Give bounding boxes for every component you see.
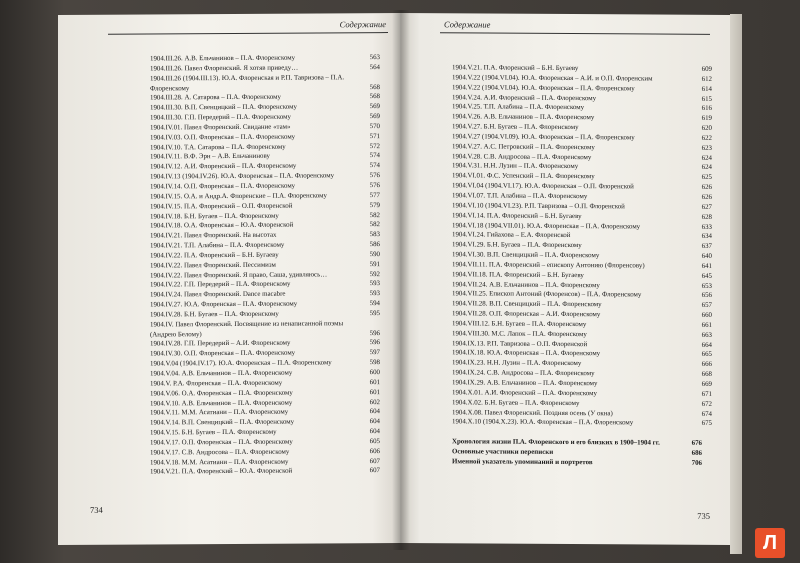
toc-entry-page: 569 xyxy=(369,103,380,111)
toc-entry-page: 657 xyxy=(701,302,712,310)
toc-entry-title: 1904.VI.10 (1904.VI.23). Р.П. Тавризова – О.П. Флоренской xyxy=(452,202,625,211)
toc-entry-page: 666 xyxy=(701,361,712,369)
toc-entry-title: 1904.VIII.12. Б.Н. Бугаев – П.А. Флоренскому xyxy=(452,320,587,329)
toc-entry-title: 1904.IV.22. П.А. Флоренский – Б.Н. Бугаеву xyxy=(150,251,279,260)
toc-entry-title: 1904.X.10 (1904.X.23). Ю.А. Флоренская – П.А. Флоренскому xyxy=(452,418,634,427)
toc-entry-page: 569 xyxy=(369,113,380,121)
toc-entry-title: 1904.IX.13. Р.П. Тавризова – О.П. Флоренской xyxy=(452,339,588,348)
left-toc xyxy=(150,53,380,478)
toc-entry-title: 1904.IV.11. В.Ф. Эрн – А.В. Ельчанинову xyxy=(150,153,270,161)
toc-entry-title: 1904.IV.28. Б.Н. Бугаев – П.А. Флоренскому xyxy=(150,310,279,319)
toc-entry-page: 634 xyxy=(701,233,712,241)
page-edge xyxy=(730,14,742,554)
toc-entry-page: 568 xyxy=(369,93,380,101)
toc-entry-title: 1904.V.22 (1904.VI.04). Ю.А. Флоренская – П.А. Флоренскому xyxy=(452,83,635,93)
toc-entry-page: 602 xyxy=(369,398,380,406)
toc-entry-page: 665 xyxy=(701,351,712,359)
toc-entry-page: 563 xyxy=(369,54,380,62)
toc-entry-title: 1904.IV.30. О.П. Флоренская – П.А. Флоренскому xyxy=(150,349,296,358)
toc-entry-page: 668 xyxy=(701,370,712,379)
toc-entry-title: 1904.V.10. А.В. Ельчанинов – П.А. Флоренскому xyxy=(150,399,293,408)
toc-entry-title: 1904.IV.24. Павел Флоренский. Dance macabre xyxy=(150,290,286,299)
toc-entry-page: 572 xyxy=(369,142,380,150)
toc-entry-title: 1904.VI.04 (1904.VI.17). Ю.А. Флоренская – О.П. Флоренской xyxy=(452,182,634,191)
toc-entry-title: 1904.VI.24. Гийахова – Е.А. Флоренской xyxy=(452,231,571,240)
right-running-head: Содержание xyxy=(444,19,491,30)
left-folio: 734 xyxy=(90,504,103,515)
toc-entry-page: 664 xyxy=(701,341,712,349)
toc-entry-page: 627 xyxy=(701,203,712,211)
toc-entry-page: 597 xyxy=(369,349,380,357)
toc-entry-page: 653 xyxy=(701,282,712,290)
toc-entry-page: 601 xyxy=(369,388,380,396)
toc-entry-page: 626 xyxy=(701,193,712,201)
toc-entry-title: 1904.V.27. Б.Н. Бугаев – П.А. Флоренскому xyxy=(452,123,579,132)
toc-entry-page: 606 xyxy=(369,447,380,455)
toc-entry-page: 571 xyxy=(369,132,380,140)
toc-entry-title: 1904.IV.15. П.А. Флоренский – О.П. Флоренской xyxy=(150,202,293,211)
toc-entry-title: 1904.V.14. В.П. Свенцицкий – П.А. Флоренскому xyxy=(150,418,295,427)
right-folio: 735 xyxy=(697,510,710,521)
toc-entry-title: 1904.X.01. А.И. Флоренский – П.А. Флоренскому xyxy=(452,389,597,398)
toc-entry-page: 593 xyxy=(369,290,380,298)
toc-entry-page: 633 xyxy=(701,223,712,231)
toc-entry-title: 1904.V.06. О.А. Флоренская – П.А. Флоренскому xyxy=(150,389,293,398)
toc-entry-title: 1904.VII.18. П.А. Флоренский – Б.Н. Бугаеву xyxy=(452,271,584,279)
toc-entry-page: 576 xyxy=(369,172,380,180)
toc-entry-title: 1904.V.17. О.П. Флоренская – П.А. Флоренскому xyxy=(150,438,293,447)
toc-entry-title: 1904.V.22 (1904.VI.04). Ю.А. Флоренская – А.И. и О.П. Флоренским xyxy=(452,74,653,83)
toc-entry-title: 1904.VII.28. О.П. Флоренская – А.И. Флоренскому xyxy=(452,310,601,319)
toc-entry-page: 607 xyxy=(369,467,380,475)
left-head-rule xyxy=(108,32,388,35)
toc-entry-page: 598 xyxy=(369,359,380,367)
toc-entry-title: 1904.V.15. Б.Н. Бугаев – П.А. Флоренскому xyxy=(150,428,277,437)
toc-entry-title: 1904.V.17. С.В. Андросова – П.А. Флоренскому xyxy=(150,448,290,457)
toc-entry-page: 607 xyxy=(369,457,380,465)
toc-entry-page: 576 xyxy=(369,182,380,190)
toc-entry-title: 1904.X.08. Павел Флоренский. Поздняя осень (У окна) xyxy=(452,408,613,417)
left-page xyxy=(58,13,400,545)
toc-entry-title: 1904.V.24. А.И. Флоренский – П.А. Флоренскому xyxy=(452,93,597,102)
toc-entry-page: 564 xyxy=(369,63,380,71)
toc-entry-page: 586 xyxy=(369,241,380,249)
toc-entry-title: 1904.IV.18. О.А. Флоренская – Ю.А. Флоренской xyxy=(150,221,294,230)
right-toc xyxy=(452,63,712,468)
toc-entry-title: 1904.III.26. А.В. Ельчанинов – П.А. Флоренскому xyxy=(150,54,296,63)
toc-entry-page: 628 xyxy=(701,213,712,221)
toc-entry-page: 604 xyxy=(369,428,380,436)
toc-entry-page: 622 xyxy=(701,134,712,142)
toc-entry-title: 1904.V.25. Т.П. Алабина – П.А. Флоренскому xyxy=(452,103,585,112)
right-page xyxy=(400,13,730,545)
toc-entry-page: 596 xyxy=(369,329,380,337)
toc-entry xyxy=(150,73,380,94)
toc-entry-title: 1904.IV.28. Г.П. Передерий – А.И. Флоренскому xyxy=(150,340,291,348)
toc-entry-title: 1904.IV.22. Павел Флоренский. Я право, Саша, удивляюсь… xyxy=(150,270,328,280)
toc-entry-title: 1904.IV.21. Павел Флоренский. На высотах xyxy=(150,231,277,240)
toc-entry-page: 672 xyxy=(701,400,712,408)
toc-entry-page: 574 xyxy=(369,152,380,160)
toc-entry-page: 620 xyxy=(701,124,712,132)
toc-entry-page: 570 xyxy=(369,122,380,131)
right-head-rule xyxy=(440,32,710,35)
toc-entry-page: 591 xyxy=(369,260,380,268)
toc-entry-page: 619 xyxy=(701,115,712,123)
toc-entry-title: 1904.VI.18 (1904.VII.01). Ю.А. Флоренская – П.А. Флоренскому xyxy=(452,221,641,230)
toc-entry-page: 661 xyxy=(701,321,712,329)
toc-entry-title: 1904.VII.11. П.А. Флоренский – епископу Антонию (Флоренсову) xyxy=(452,261,645,270)
toc-entry-page: 579 xyxy=(369,201,380,209)
labirint-logo-icon: Л xyxy=(755,528,785,558)
toc-entry-page: 582 xyxy=(369,211,380,219)
toc-entry-title: 1904.IV.10. Т.А. Сатарова – П.А. Флоренскому xyxy=(150,143,286,152)
toc-entry xyxy=(452,418,712,429)
toc-entry-title: 1904.IX.24. С.В. Андросова – П.А. Флоренскому xyxy=(452,369,595,378)
toc-entry-page: 577 xyxy=(369,191,380,199)
toc-entry-title: 1904.IX.18. Ю.А. Флоренская – П.А. Флоренскому xyxy=(452,349,601,358)
toc-entry-title: Основные участники переписки xyxy=(452,448,554,456)
toc-entry-title: 1904.IV.13 (1904.IV.26). Ю.А. Флоренская – П.А. Флоренскому xyxy=(150,172,335,181)
toc-entry-page: 616 xyxy=(701,105,712,113)
toc-entry-page: 671 xyxy=(701,390,712,398)
toc-entry-page: 641 xyxy=(701,262,712,270)
toc-entry-page: 612 xyxy=(701,75,712,83)
toc-entry-page: 583 xyxy=(369,231,380,239)
toc-entry-page: 624 xyxy=(701,164,712,172)
toc-entry-page: 656 xyxy=(701,292,712,300)
toc-entry-page: 660 xyxy=(701,311,712,319)
toc-entry-page: 706 xyxy=(691,459,702,467)
toc-entry-title: 1904.III.26 (1904.III.13). Ю.А. Флоренская и Р.П. Тавризова – П.А. Флоренскому xyxy=(150,73,345,93)
toc-entry-page: 645 xyxy=(701,272,712,280)
toc-entry-title: 1904.VI.29. Б.Н. Бугаев – П.А. Флоренскому xyxy=(452,241,582,250)
toc-entry-page: 640 xyxy=(701,252,712,260)
toc-entry-title: 1904.IV.27. Ю.А. Флоренская – П.А. Флоренскому xyxy=(150,300,298,309)
toc-entry-title: 1904.IV.12. А.И. Флоренский – П.А. Флоренскому xyxy=(150,162,297,171)
toc-entry-page: 624 xyxy=(701,154,712,162)
toc-entry-title: 1904.VI.14. П.А. Флоренский – Б.Н. Бугаеву xyxy=(452,211,582,220)
toc-entry-title: Хронология жизни П.А. Флоренского и его близких в 1900–1904 гг. xyxy=(452,438,660,447)
toc-entry-title: 1904.V.28. С.В. Андросова – П.А. Флоренскому xyxy=(452,152,592,161)
toc-entry-page: 674 xyxy=(701,410,712,418)
toc-entry-page: 595 xyxy=(369,310,380,318)
toc-entry-page: 676 xyxy=(691,439,702,448)
toc-entry-title: 1904.V.04 (1904.IV.17). Ю.А. Флоренская – П.А. Флоренскому xyxy=(150,359,332,368)
toc-entry-title: 1904.V.31. Н.Н. Лузин – П.А. Флоренскому xyxy=(452,162,579,171)
toc-entry-page: 596 xyxy=(369,339,380,347)
toc-entry-page: 605 xyxy=(369,437,380,446)
toc-entry-page: 568 xyxy=(369,83,380,91)
toc-entry-page: 626 xyxy=(701,183,712,192)
toc-entry-page: 594 xyxy=(369,300,380,308)
toc-entry-page: 582 xyxy=(369,221,380,229)
toc-entry-page: 601 xyxy=(369,378,380,386)
toc-entry-title: 1904.VI.01. Ф.С. Успенский – П.А. Флоренскому xyxy=(452,172,595,181)
toc-entry-title: 1904.IV.18. Б.Н. Бугаев – П.А. Флоренскому xyxy=(150,212,279,220)
toc-entry-title: 1904.IV.15. О.А. и Андр.А. Флоренские – П.А. Флоренскому xyxy=(150,192,327,201)
toc-entry xyxy=(150,467,380,478)
toc-entry-page: 593 xyxy=(369,280,380,288)
toc-entry-title: 1904.IX.29. А.В. Ельчанинов – П.А. Флоренскому xyxy=(452,379,598,388)
toc-entry-title: 1904.IV.22. Павел Флоренский. Пессимизм xyxy=(150,261,276,270)
toc-entry-page: 623 xyxy=(701,144,712,152)
toc-entry-title: 1904.VII.25. Епископ Антоний (Флоренсов) – П.А. Флоренскому xyxy=(452,290,642,299)
toc-entry-page: 615 xyxy=(701,95,712,103)
toc-entry-title: 1904.IX.23. Н.Н. Лузин – П.А. Флоренскому xyxy=(452,359,582,368)
toc-entry-title: 1904.VI.07. Т.П. Алабина – П.А. Флоренскому xyxy=(452,192,588,201)
toc-entry-title: 1904.III.28. А. Сатарова – П.А. Флоренскому xyxy=(150,94,281,102)
toc-entry-title: 1904.V.04. А.В. Ельчанинов – П.А. Флоренскому xyxy=(150,369,293,378)
toc-entry-page: 663 xyxy=(701,331,712,339)
toc-entry-title: 1904.IV.01. Павел Флоренский. Свидание «там» xyxy=(150,123,291,132)
toc-entry-title: 1904.VI.30. В.П. Свенцицкий – П.А. Флоренскому xyxy=(452,251,600,260)
toc-appendix xyxy=(452,438,702,469)
toc-entry-page: 604 xyxy=(369,408,380,416)
toc-entry-title: 1904.V.27. А.С. Петровский – П.А. Флоренскому xyxy=(452,143,595,151)
toc-entry xyxy=(150,319,380,340)
toc-entry-page: 637 xyxy=(701,243,712,251)
toc-entry-page: 574 xyxy=(369,162,380,170)
toc-entry-title: 1904.III.30. Г.П. Передерий – П.А. Флоренскому xyxy=(150,113,291,122)
toc-entry-title: 1904.V.18. М.М. Асатиани – П.А. Флоренскому xyxy=(150,458,289,467)
toc-entry-title: 1904.V.27 (1904.VI.09). Ю.А. Флоренская – П.А. Флоренскому xyxy=(452,133,635,142)
toc-entry-title: 1904.IV.14. О.П. Флоренская – П.А. Флоренскому xyxy=(150,182,296,191)
toc-entry-page: 600 xyxy=(369,369,380,377)
toc-entry-page: 625 xyxy=(701,174,712,182)
toc-entry-title: 1904.V.21. П.А. Флоренский – Б.Н. Бугаеву xyxy=(452,64,579,73)
toc-entry-title: Именной указатель упоминаний и портретов xyxy=(452,458,593,467)
left-running-head: Содержание xyxy=(339,19,386,30)
toc-entry-page: 592 xyxy=(369,270,380,278)
toc-entry-title: 1904.V.21. П.А. Флоренский – Ю.А. Флоренской xyxy=(150,468,293,476)
toc-entry-title: 1904.X.02. Б.Н. Бугаев – П.А. Флоренскому xyxy=(452,398,580,407)
toc-entry-page: 590 xyxy=(369,250,380,259)
toc-entry-page: 675 xyxy=(701,420,712,428)
toc-entry xyxy=(452,457,702,468)
toc-entry-title: 1904.III.30. В.П. Свенцицкий – П.А. Флоренскому xyxy=(150,103,297,112)
toc-entry-page: 614 xyxy=(701,85,712,93)
toc-entry-title: 1904.VIII.30. М.С. Лапок – П.А. Флоренскому xyxy=(452,330,587,338)
toc-entry-page: 609 xyxy=(701,65,712,73)
toc-entry-title: 1904.VII.24. А.В. Ельчанинов – П.А. Флоренскому xyxy=(452,280,600,289)
toc-entry-page: 686 xyxy=(691,449,702,457)
toc-entry-page: 669 xyxy=(701,380,712,388)
toc-entry-page: 604 xyxy=(369,418,380,426)
toc-entry-title: 1904.IV. Павел Флоренский. Посвящение из ненаписанной поэмы (Андрею Белому) xyxy=(150,320,344,339)
toc-entry-title: 1904.V.26. А.В. Ельчанинов – П.А. Флоренскому xyxy=(452,113,595,122)
toc-entry-title: 1904.IV.21. Т.П. Алабина – П.А. Флоренскому xyxy=(150,241,285,250)
toc-entry-title: 1904.IV.22. Г.П. Передерий – П.А. Флоренскому xyxy=(150,281,291,289)
toc-entry-title: 1904.V.11. М.М. Асатиани – П.А. Флоренскому xyxy=(150,409,289,417)
toc-entry-title: 1904.III.26. Павел Флоренский. Я хотяв приведу… xyxy=(150,64,299,73)
toc-entry-title: 1904.V. Р.А. Флоренская – П.А. Флоренскому xyxy=(150,379,283,388)
book-gutter xyxy=(392,10,410,550)
toc-entry-title: 1904.VII.28. В.П. Свенцицкий – П.А. Флоренскому xyxy=(452,300,602,309)
toc-entry-title: 1904.IV.03. О.П. Флоренская – П.А. Флоренскому xyxy=(150,133,296,142)
